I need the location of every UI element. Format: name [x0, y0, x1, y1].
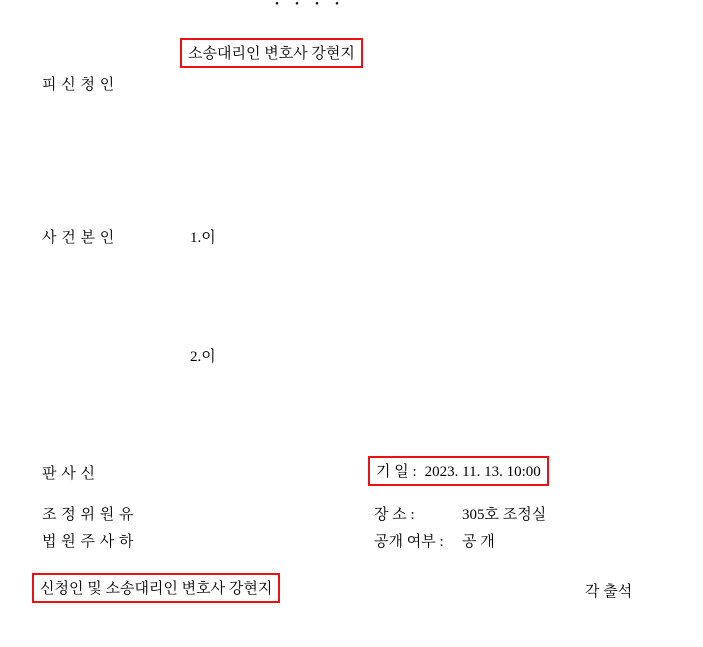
hearing-place-value: 305호 조정실	[462, 507, 547, 523]
attorney-text: 소송대리인 변호사 강현지	[188, 46, 355, 62]
attorney-highlight-box	[180, 38, 363, 68]
court-role-judge: 판 사 신	[42, 466, 96, 482]
hearing-date-highlight-box	[368, 456, 549, 486]
attendance-text: 각 출석	[585, 584, 633, 600]
hearing-open-value: 공 개	[462, 534, 495, 550]
hearing-date-label: 기 일 :	[376, 464, 417, 480]
hearing-date-value: 2023. 11. 13. 10:00	[424, 464, 541, 480]
hearing-open-label: 공개 여부 :	[374, 534, 444, 550]
top-partial-text: ・・・・	[270, 0, 350, 13]
party-value-subject-1: 1.이	[190, 230, 216, 246]
party-role-subject: 사 건 본 인	[42, 230, 115, 246]
appearing-party-text: 신청인 및 소송대리인 변호사 강현지	[40, 581, 273, 597]
party-role-respondent: 피 신 청 인	[42, 77, 115, 93]
hearing-place-label: 장 소 :	[374, 507, 415, 523]
appearing-party-highlight-box	[32, 573, 280, 603]
party-value-subject-2: 2.이	[190, 349, 216, 365]
court-role-clerk: 법 원 주 사 하	[42, 534, 134, 550]
court-role-mediator: 조 정 위 원 유	[42, 507, 134, 523]
